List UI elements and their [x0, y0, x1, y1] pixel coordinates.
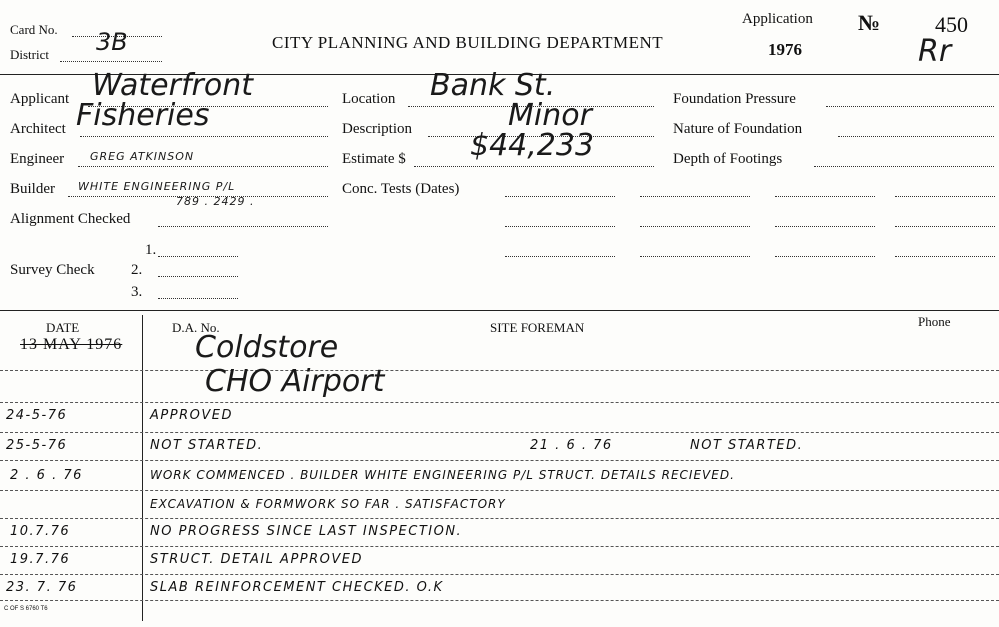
entry-text: EXCAVATION & FORMWORK SO FAR . SATISFACTORY — [150, 497, 506, 511]
entry-extra-date: 21 . 6 . 76 — [530, 438, 613, 453]
entry-text: NOT STARTED. — [150, 438, 264, 453]
log-row-line-6 — [0, 546, 999, 547]
district-label: District — [10, 47, 49, 62]
survey-item-2: 2. — [131, 262, 143, 278]
nature-foundation-label: Nature of Foundation — [673, 121, 803, 137]
conc-line-3b — [640, 256, 750, 257]
architect-value: Fisheries — [76, 98, 210, 133]
first-date: 13 MAY 1976 — [20, 336, 123, 353]
builder-value: WHITE ENGINEERING P/L — [78, 180, 236, 193]
architect-label: Architect — [10, 121, 66, 137]
entry-text: NO PROGRESS SINCE LAST INSPECTION. — [150, 524, 463, 539]
conc-line-3c — [775, 256, 875, 257]
entry-date: 10.7.76 — [10, 524, 71, 539]
initials: Rr — [918, 34, 952, 69]
form-code: C OF S 6760 T6 — [4, 606, 48, 612]
survey-item-3: 3. — [131, 284, 143, 300]
builder-phone: 789 . 2429 . — [176, 195, 255, 208]
entry-date: 19.7.76 — [10, 552, 71, 567]
conc-line-2d — [895, 226, 995, 227]
log-row-line-0 — [0, 370, 999, 371]
survey-line-1 — [158, 256, 238, 257]
conc-line-1d — [895, 196, 995, 197]
conc-tests-label: Conc. Tests (Dates) — [342, 181, 460, 197]
entry-text: WORK COMMENCED . BUILDER WHITE ENGINEERING P/L STRUCT. DETAILS RECIEVED. — [150, 468, 735, 482]
conc-line-1b — [640, 196, 750, 197]
estimate-label: Estimate $ — [342, 151, 406, 167]
location-label: Location — [342, 91, 396, 107]
survey-label: Survey Check — [10, 262, 95, 278]
depth-footings-label: Depth of Footings — [673, 151, 783, 167]
conc-line-3d — [895, 256, 995, 257]
department-title: CITY PLANNING AND BUILDING DEPARTMENT — [272, 33, 664, 52]
description-value: Minor — [508, 98, 592, 133]
foundation-pressure-label: Foundation Pressure — [673, 91, 796, 107]
date-column-divider — [142, 315, 143, 621]
application-year: 1976 — [768, 40, 802, 59]
architect-line — [80, 136, 328, 137]
number-symbol: № — [858, 10, 881, 35]
conc-line-3a — [505, 256, 615, 257]
district-line — [60, 61, 162, 62]
conc-line-1a — [505, 196, 615, 197]
engineer-label: Engineer — [10, 151, 65, 167]
engineer-value: GREG ATKINSON — [90, 150, 195, 163]
applicant-label: Applicant — [10, 91, 70, 107]
engineer-line — [78, 166, 328, 167]
survey-item-1: 1. — [145, 242, 157, 258]
entry-date: 2 . 6 . 76 — [10, 468, 83, 483]
log-row-line-5 — [0, 518, 999, 519]
description-label: Description — [342, 121, 412, 137]
alignment-label: Alignment Checked — [10, 211, 131, 227]
log-row-line-2 — [0, 432, 999, 433]
alignment-line — [158, 226, 328, 227]
log-row-line-1 — [0, 402, 999, 403]
log-row-line-3 — [0, 460, 999, 461]
date-header: DATE — [46, 320, 80, 335]
application-label: Application — [742, 11, 813, 27]
section-divider — [0, 310, 999, 311]
builder-label: Builder — [10, 181, 55, 197]
estimate-line — [414, 166, 654, 167]
conc-line-2c — [775, 226, 875, 227]
log-row-line-8 — [0, 600, 999, 601]
district-value: 3B — [96, 28, 128, 56]
conc-line-1c — [775, 196, 875, 197]
nature-foundation-line — [838, 136, 994, 137]
project-title-line2: CHO Airport — [205, 364, 385, 399]
entry-date: 24-5-76 — [6, 408, 68, 423]
conc-line-2a — [505, 226, 615, 227]
location-value: Bank St. — [430, 68, 556, 103]
survey-line-2 — [158, 276, 238, 277]
da-no-header: D.A. No. — [172, 320, 220, 335]
estimate-value: $44,233 — [470, 128, 595, 163]
log-row-line-7 — [0, 574, 999, 575]
application-number: 450 — [935, 12, 968, 37]
entry-date: 25-5-76 — [6, 438, 68, 453]
survey-line-3 — [158, 298, 238, 299]
depth-footings-line — [814, 166, 994, 167]
phone-header: Phone — [918, 314, 951, 329]
log-row-line-4 — [0, 490, 999, 491]
entry-text: APPROVED — [150, 408, 233, 423]
entry-text: SLAB REINFORCEMENT CHECKED. O.K — [150, 580, 444, 595]
card-no-label: Card No. — [10, 22, 58, 37]
conc-line-2b — [640, 226, 750, 227]
entry-date: 23. 7. 76 — [6, 580, 78, 595]
entry-extra-text: NOT STARTED. — [690, 438, 804, 453]
foundation-pressure-line — [826, 106, 994, 107]
project-title-line1: Coldstore — [195, 330, 339, 365]
entry-text: STRUCT. DETAIL APPROVED — [150, 552, 364, 567]
site-foreman-header: SITE FOREMAN — [490, 320, 585, 335]
applicant-value: Waterfront — [92, 68, 253, 103]
